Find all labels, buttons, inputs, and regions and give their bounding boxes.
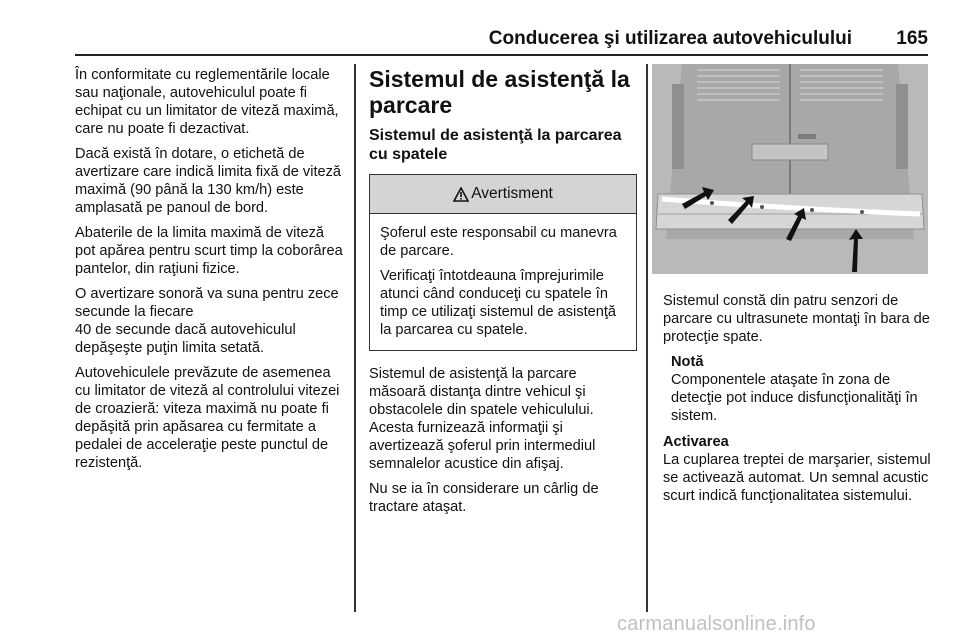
subsection-title: Sistemul de asistenţă la parcarea cu spatele <box>369 127 622 163</box>
warning-box <box>369 174 637 351</box>
column-divider-2 <box>646 64 648 612</box>
note-text: Componentele ataşate în zona de detecţie pot induce disfuncţionalităţi în sistem. <box>671 372 918 424</box>
warning-title: Avertisment <box>471 185 553 202</box>
warning-body <box>370 214 636 350</box>
rear-van-illustration <box>652 64 928 274</box>
paragraph: O avertizare sonoră va suna pentru zece secunde la fiecare 40 de secunde dacă autovehiculul depăşeşte puţin limita setată. <box>75 286 339 356</box>
paragraph: Nu se ia în considerare un cârlig de tractare ataşat. <box>369 481 599 515</box>
column-2 <box>369 66 637 523</box>
page-header <box>75 24 928 50</box>
warning-triangle-icon <box>453 187 469 202</box>
note <box>671 353 931 425</box>
chapter-title: Conducerea şi utilizarea autovehiculului <box>488 28 852 49</box>
warning-text: Şoferul este responsabil cu manevra de parcare. <box>380 225 617 259</box>
column-divider-1 <box>354 64 356 612</box>
activation-text: La cuplarea treptei de marşarier, sistemul se activează automat. Un semnal acustic scurt indică funcţionalitatea sistemului. <box>663 452 931 504</box>
warning-text: Verificaţi întotdeauna împrejurimile atunci când conduceţi cu spatele în timp ce utilizaţi sistemul de asistenţă la parcarea cu spatele. <box>380 268 617 338</box>
column-1 <box>75 66 347 479</box>
paragraph: Autovehiculele prevăzute de asemenea cu limitator de viteză al controlului vitezei de croazieră: viteza maximă nu poate fi depăşită prin apăsarea cu fermitate a pedalei de acceleraţie peste punctul de rezistenţă. <box>75 365 340 471</box>
paragraph: Abaterile de la limita maximă de viteză pot apărea pentru scurt timp la coborârea pantelor, din raţiuni fizice. <box>75 225 343 277</box>
section-title: Sistemul de asistenţă la parcare <box>369 66 630 118</box>
column-3 <box>663 292 931 512</box>
note-title: Notă <box>671 354 704 370</box>
paragraph: Sistemul constă din patru senzori de parcare cu ultrasunete montaţi în bara de protecţie spate. <box>663 293 930 345</box>
header-divider <box>75 54 928 56</box>
paragraph: Sistemul de asistenţă la parcare măsoară distanţa dintre vehicul şi obstacolele din spatele vehiculului. Acesta furnizează informaţii şi avertizează şoferul prin intermediul semnalelor acustice din afişaj. <box>369 366 596 472</box>
paragraph: Dacă există în dotare, o etichetă de avertizare care indică limita fixă de viteză maximă (90 până la 130 km/h) este amplasată pe panoul de bord. <box>75 146 342 216</box>
page-number: 165 <box>896 28 928 49</box>
rear-van-sensors-image <box>652 64 928 274</box>
paragraph: În conformitate cu reglementările locale sau naţionale, autovehiculul poate fi echipat cu un limitator de viteză maximă, care nu poate fi dezactivat. <box>75 67 339 137</box>
warning-header <box>370 175 636 214</box>
watermark: carmanualsonline.info <box>617 613 816 635</box>
activation-title: Activarea <box>663 434 729 450</box>
